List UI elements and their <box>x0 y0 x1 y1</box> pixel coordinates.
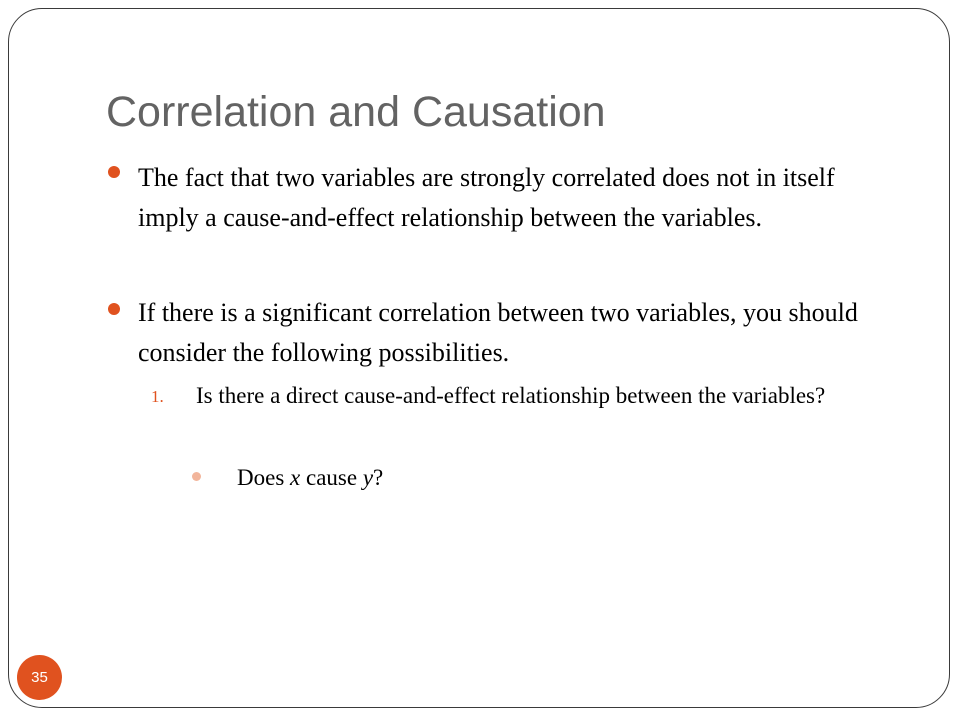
sub-item-suffix: ? <box>373 465 384 490</box>
sub-bullet-dot-icon <box>192 472 201 481</box>
slide-title: Correlation and Causation <box>106 88 606 136</box>
bullet-dot-icon <box>108 166 120 178</box>
sub-item-middle: cause <box>300 465 363 490</box>
page-number-badge: 35 <box>17 655 62 700</box>
sub-item-text <box>237 462 383 494</box>
bullet-text: If there is a significant correlation between two variables, you should consider the following possibilities. <box>138 298 858 367</box>
bullet-dot-icon <box>108 303 120 315</box>
sub-item-prefix: Does <box>237 465 291 490</box>
variable-x: x <box>290 465 301 490</box>
numbered-item-text: Is there a direct cause-and-effect relationship between the variables? <box>196 383 826 408</box>
list-number: 1. <box>151 387 164 406</box>
bullet-text: The fact that two variables are strongly correlated does not in itself imply a cause-and-effect relationship between the variables. <box>138 163 835 232</box>
variable-y: y <box>362 465 374 490</box>
